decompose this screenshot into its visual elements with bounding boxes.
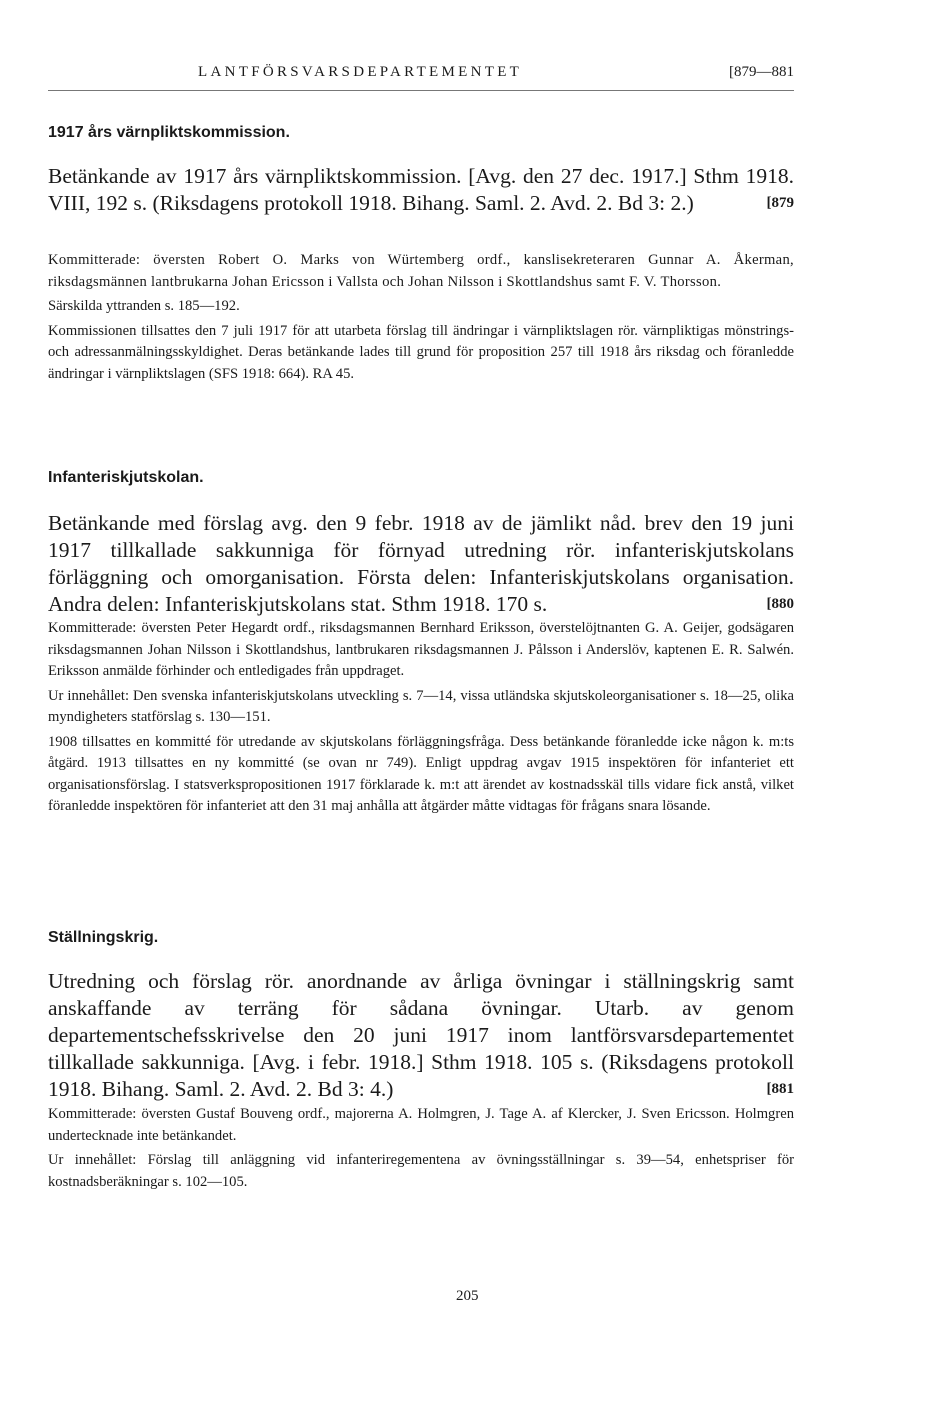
contents-summary: Ur innehållet: Förslag till anläggning vid infanteriregementena av övningsställningar s. 39—54, enhetspriser för kostnadsberäkningar s. 102—105. [48,1152,794,1190]
entry-note: Kommissionen tillsattes den 7 juli 1917 för att utarbeta förslag till ändringar i värnpliktslagen rör. värnpliktigas mönstrings- och adressanmälningsskyldighet. Deras betänkande lades till grund för proposition 257 till 1918 års riksdag och föranledde ändringar i värnpliktslagen (SFS 1918: 664). RA 45. [48,322,794,382]
entry-title-880 [48,510,794,618]
entry-number-880: [880 [766,596,794,612]
entry-body-881 [48,1104,794,1193]
entry-title-881 [48,968,794,1103]
entry-title-879 [48,163,794,217]
header-department: LANTFÖRSVARSDEPARTEMENTET [198,64,523,80]
entry-title-text: Betänkande av 1917 års värnpliktskommission. [Avg. den 27 dec. 1917.] Sthm 1918. VIII, 192 s. (Riksdagens protokoll 1918. Bihang. Saml. 2. Avd. 2. Bd 3: 2.) [48,164,794,215]
contents-summary: Ur innehållet: Den svenska infanteriskjutskolans utveckling s. 7—14, vissa utländska skjutskoleorganisationer s. 18—25, olika myndigheters statförslag s. 130—151. [48,687,794,725]
page-number: 205 [456,1288,479,1304]
section-heading-infanteriskjutskolan: Infanteriskjutskolan. [48,469,204,486]
entry-number-881: [881 [766,1081,794,1097]
entry-number-879: [879 [766,195,794,211]
committee-members: Kommitterade: översten Gustaf Bouveng ordf., majorerna A. Holmgren, J. Tage A. af Klercker, J. Sven Ericsson. Holmgren undertecknade inte betänkandet. [48,1106,794,1144]
entry-body-880 [48,618,794,818]
entry-title-text: Utredning och förslag rör. anordnande av årliga övningar i ställningskrig samt anskaffande av terräng för sådana övningar. Utarb. av genom departementschefsskrivelse den 20 juni 1917 inom lantförsvarsdepartementet tillkallade sakkunniga. [Avg. i febr. 1918.] Sthm 1918. 105 s. (Riksdagens protokoll 1918. Bihang. Saml. 2. Avd. 2. Bd 3: 4.) [48,969,794,1101]
committee-members: Kommitterade: översten Robert O. Marks von Würtemberg ordf., kanslisekreteraren Gunnar A. Åkerman, riksdagsmännen lantbrukarna Johan Ericsson i Vallsta och Johan Nilsson i Skottlandshus samt F. V. Thorsson. [48,252,794,290]
header-entry-range: [879—881 [729,64,794,80]
entry-note: 1908 tillsattes en kommitté för utredande av skjutskolans förläggningsfråga. Dess betänkande föranledde icke någon k. m:ts åtgärd. 1913 tillsattes en ny kommitté (se ovan nr 749). Enligt uppdrag avgav 1915 inspektören för infanteriet ett organisationsförslag. I statsverkspropositionen 1917 förklarade k. m:t att ärendet av kostnadsskäl tills vidare fick anstå, vilket föranledde inspektören för infanteriet att den 31 maj anhålla att åtgärder måtte vidtagas för frågans snara lösande. [48,733,794,814]
special-statements: Särskilda yttranden s. 185—192. [48,298,240,314]
entry-title-text: Betänkande med förslag avg. den 9 febr. 1918 av de jämlikt nåd. brev den 19 juni 1917 tillkallade sakkunniga för förnyad utredning rör. infanteriskjutskolans förläggning och omorganisation. Första delen: Infanteriskjutskolans organisation. Andra delen: Infanteriskjutskolans stat. Sthm 1918. 170 s. [48,511,794,616]
entry-body-879 [48,250,794,385]
running-header [48,62,794,91]
section-heading-varnpliktskommission: 1917 års värnpliktskommission. [48,124,290,141]
section-heading-stallningskrig: Ställningskrig. [48,929,159,946]
document-page [48,62,794,1304]
committee-members: Kommitterade: översten Peter Hegardt ordf., riksdagsmannen Bernhard Eriksson, överstelöjtnanten G. A. Geijer, godsägaren riksdagsmannen Johan Nilsson i Skottlandshus, lantbrukaren riksdagsmannen J. Pålsson i Anderslöv, kaptenen E. R. Salwén. Eriksson anmälde förhinder och entledigades från uppdraget. [48,620,794,679]
